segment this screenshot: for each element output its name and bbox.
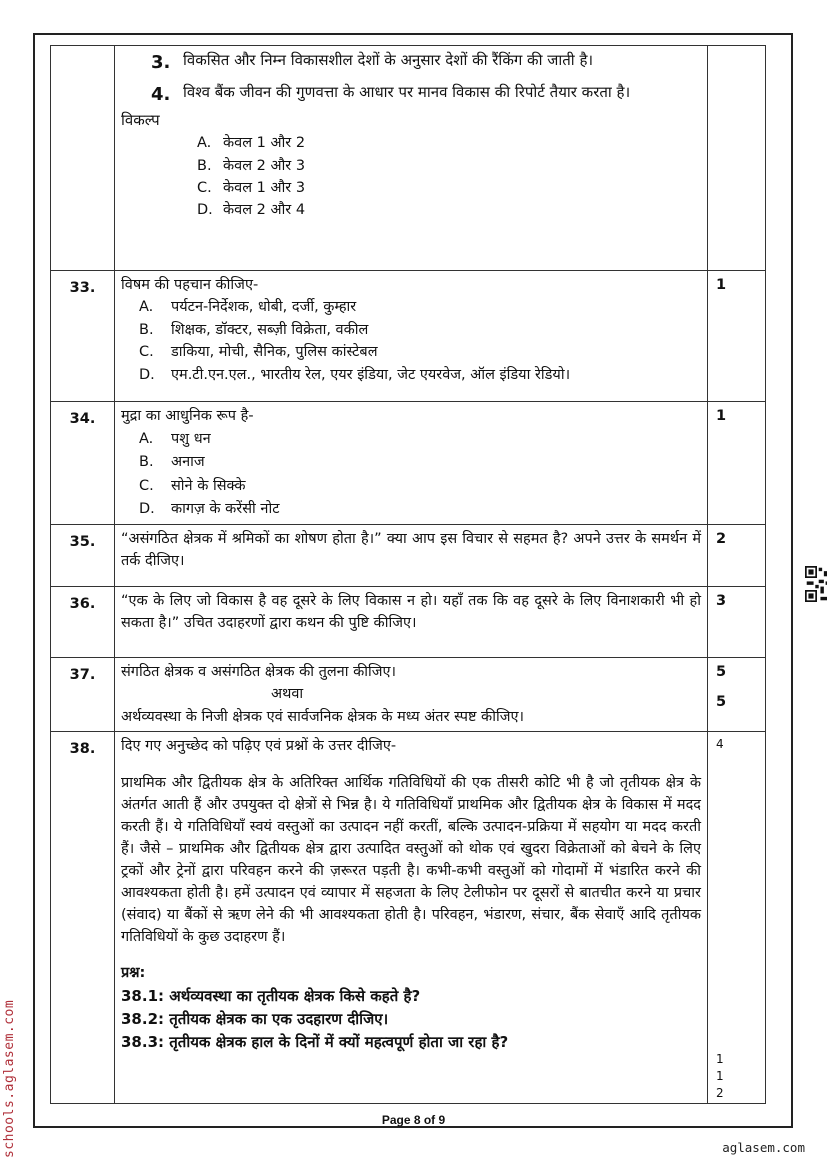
q37-row [51,657,766,731]
or-label: अथवा [271,686,304,703]
question-text: संगठित क्षेत्रक व असंगठित क्षेत्रक की तुलना कीजिए। [121,663,397,680]
option: C. डाकिया, मोची, सैनिक, पुलिस कांस्टेबल [139,344,378,361]
option: A. पशु धन [139,431,211,448]
question-number: 34. [51,402,115,525]
question-marks: 3 [708,586,766,657]
question-marks: 5 5 [708,657,766,731]
option: B. शिक्षक, डॉक्टर, सब्ज़ी विक्रेता, वकील [139,321,369,338]
passage: प्राथमिक और द्वितीयक क्षेत्र के अतिरिक्त आर्थिक गतिविधियों की एक तीसरी कोटि भी है जो तृतीयक क्षेत्र के अंतर्गत आती हैं और उपयुक्त दो क्षेत्रों से भिन्न है। ये गतिविधियाँ प्राथमिक और द्वितीयक क्षेत्र के विकास में मदद करती हैं। ये गतिविधियाँ स्वयं वस्तुओं का उत्पादन नहीं करतीं, बल्कि उत्पादन-प्रक्रिया में सहयोग या मदद करती हैं। जैसे – प्राथमिक और द्वितीयक क्षेत्र द्वारा उत्पादित वस्तुओं को थोक एवं खुदरा विक्रेताओं को बेचने के लिए ट्रकों और ट्रेनों द्वारा परिवहन करने की ज़रूरत पड़ती है। कभी-कभी वस्तुओं को गोदामों में भंडारित करने की आवश्यकता होती है। हमें उत्पादन एवं व्यापार में सहजता के लिए टेलीफोन पर दूसरों से बातचीत करने या प्रचार (संवाद) या बैंकों से ऋण लेने की भी आवश्यकता होती है। परिवहन, भंडारण, संचार, बैंक सेवाएँ आदि तृतीयक गतिविधियों के कुछ उदाहरण हैं। [121,774,701,946]
q32-num-cell [51,46,115,271]
subquestion: 38.2: तृतीयक क्षेत्रक का एक उदहारण दीजिए। [121,1009,389,1028]
option: B. केवल 2 और 3 [197,157,306,174]
question-marks: 1 [708,402,766,525]
option: A. पर्यटन-निर्देशक, धोबी, दर्जी, कुम्हार [139,299,357,316]
question-marks: 2 [708,524,766,586]
q32-content [115,46,708,271]
subquestion-marks: 2 [716,1085,724,1100]
option: D. केवल 2 और 4 [197,202,306,219]
q32-row [51,46,766,271]
statement: 4. विश्व बैंक जीवन की गुणवत्ता के आधार पर मानव विकास की रिपोर्ट तैयार करता है। [151,82,631,105]
brand-text: aglasem.com [722,1140,805,1155]
option: B. अनाज [139,454,205,471]
question-marks: 1 [708,271,766,402]
question-number: 33. [51,271,115,402]
option: C. सोने के सिक्के [139,477,246,494]
q32-marks [708,46,766,271]
question-text: “एक के लिए जो विकास है वह दूसरे के लिए विकास न हो। यहाँ तक कि वह दूसरे के लिए विनाशकारी भी हो सकता है।” उचित उदाहरणों द्वारा कथन की पुष्टि कीजिए। [115,586,708,657]
subquestion-marks: 1 [716,1068,724,1083]
side-watermark: schools.aglasem.com [2,999,17,1158]
q38-marks: 4 1 1 2 [708,732,766,1104]
question-table [50,45,766,1104]
subquestion-marks: 1 [716,1051,724,1066]
question-text: मुद्रा का आधुनिक रूप है- [121,408,254,424]
question-number: 38. [51,732,115,1104]
subquestion-label: प्रश्न: [121,965,146,982]
question-text: विषम की पहचान कीजिए- [121,277,259,293]
subquestion: 38.3: तृतीयक क्षेत्रक हाल के दिनों में क्यों महत्वपूर्ण होता जा रहा है? [121,1033,509,1052]
option: D. कागज़ के करेंसी नोट [139,500,280,517]
option: C. केवल 1 और 3 [197,179,306,196]
q34-row [51,402,766,525]
q38-row [51,732,766,1104]
q38-content [115,732,708,1104]
option: A. केवल 1 और 2 [197,135,306,152]
q33-row [51,271,766,402]
question-number: 36. [51,586,115,657]
q33-content [115,271,708,402]
question-number: 35. [51,524,115,586]
q36-row [51,586,766,657]
statement: 3. विकसित और निम्न विकासशील देशों के अनुसार देशों की रैंकिंग की जाती है। [151,51,594,73]
question-text-alt: अर्थव्यवस्था के निजी क्षेत्रक एवं सार्वजनिक क्षेत्रक के मध्य अंतर स्पष्ट कीजिए। [121,708,524,725]
subquestion: 38.1: अर्थव्यवस्था का तृतीयक क्षेत्रक किसे कहते है? [121,986,421,1005]
options-label: विकल्प [121,110,160,129]
question-text: “असंगठित क्षेत्रक में श्रमिकों का शोषण होता है।” क्या आप इस विचार से सहमत है? अपने उत्तर के समर्थन में तर्क दीजिए। [115,524,708,586]
qr-code-icon [805,566,827,602]
option: D. एम.टी.एन.एल., भारतीय रेल, एयर इंडिया, जेट एयरवेज, ऑल इंडिया रेडियो। [139,366,571,383]
question-number: 37. [51,657,115,731]
q34-content [115,402,708,525]
question-intro: दिए गए अनुच्छेद को पढ़िए एवं प्रश्नों के उत्तर दीजिए- [121,738,397,755]
page-footer: Page 8 of 9 [381,1113,446,1127]
q35-row [51,524,766,586]
q37-content [115,657,708,731]
